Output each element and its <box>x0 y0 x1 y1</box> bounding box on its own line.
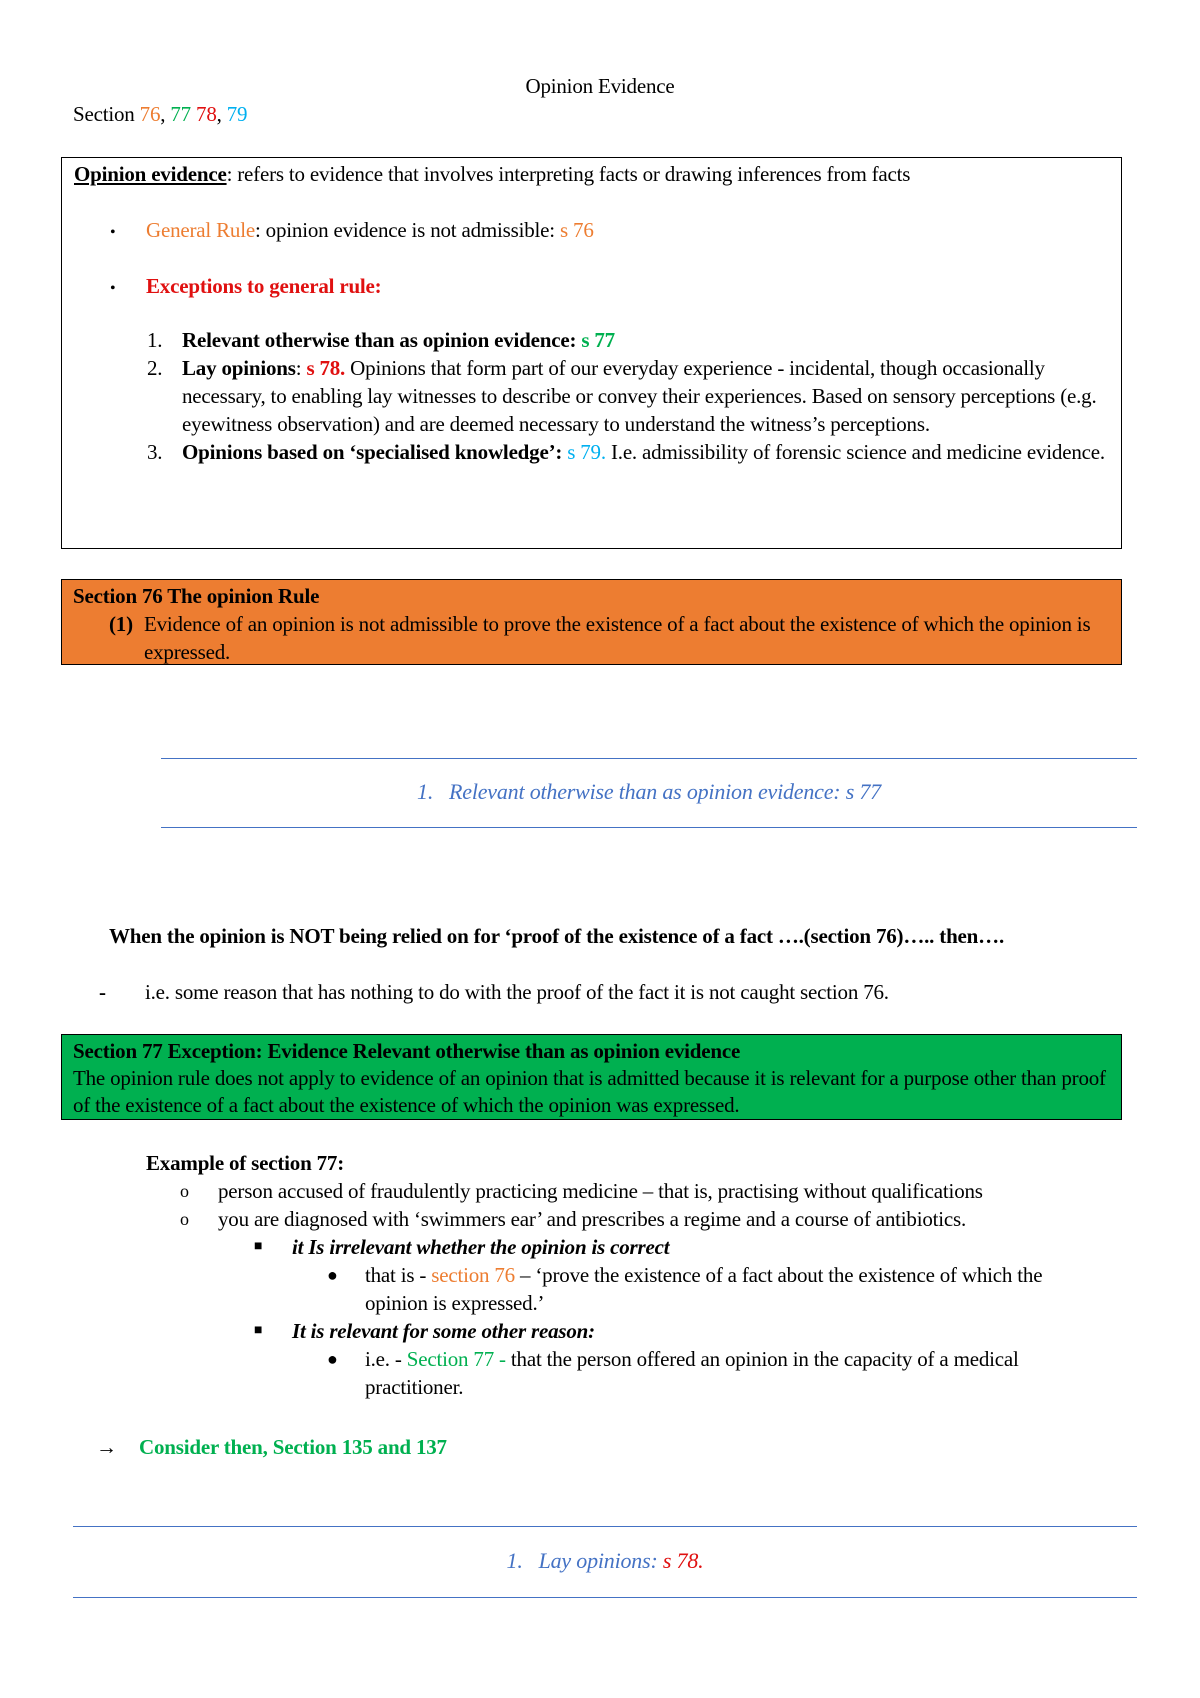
section-77-content <box>73 1038 1113 1119</box>
general-rule-label: General Rule <box>146 218 255 242</box>
section-79-ref: 79 <box>226 102 248 126</box>
exception-text: Opinions that form part of our everyday experience - incidental, though occasionally necessary, to enabling lay witnesses to describe or convey their experiences. Based on sensory perceptions (e.g. eyewitness observation) and are deemed necessary to understand the witness’s perceptions. <box>182 356 1097 436</box>
general-rule-text: : opinion evidence is not admissible: <box>254 218 560 242</box>
general-rule-ref: s 76 <box>560 218 594 242</box>
sections-separator: , <box>216 102 227 126</box>
example-detail <box>327 1261 1107 1317</box>
detail-prefix: i.e. - <box>365 1347 407 1371</box>
definition-line <box>74 161 1114 187</box>
detail-ref: Section 77 - <box>406 1347 506 1371</box>
arrow-icon: → <box>96 1435 117 1459</box>
sections-line <box>73 102 247 127</box>
exception-separator: : <box>295 356 307 380</box>
bullet-icon: • <box>110 224 116 241</box>
heading-relevant-otherwise <box>161 779 1137 805</box>
exception-ref: s 77 <box>581 328 615 352</box>
consider-text: Consider then, Section 135 and 137 <box>139 1435 447 1459</box>
exception-ref: s 79. <box>567 440 606 464</box>
heading-top-rule <box>73 1526 1137 1527</box>
detail-prefix: that is - <box>365 1263 432 1287</box>
section-77-text: The opinion rule does not apply to evidence of an opinion that is admitted because it is relevant for a purpose other than proof of the existence of a fact about the existence of which the opinion was expressed. <box>73 1066 1106 1117</box>
heading-bottom-rule <box>73 1597 1137 1598</box>
square-bullet-icon: ■ <box>254 1323 263 1338</box>
subpoint-label: it Is irrelevant whether the opinion is correct <box>292 1235 670 1259</box>
subsection-number: (1) <box>109 612 133 636</box>
example-item-text: you are diagnosed with ‘swimmers ear’ and prescribes a regime and a course of antibiotics. <box>218 1207 967 1231</box>
exceptions-list <box>147 326 1107 466</box>
section-78-ref: 78 <box>196 102 217 126</box>
heading-ref: s 78. <box>662 1548 704 1573</box>
section-77-heading: Section 77 Exception: Evidence Relevant otherwise than as opinion evidence <box>73 1039 741 1063</box>
heading-lay-opinions <box>73 1548 1137 1574</box>
when-paragraph: When the opinion is NOT being relied on for ‘proof of the existence of a fact ….(section 76)….. then…. <box>109 924 1005 948</box>
dot-bullet-icon: ● <box>327 1265 338 1285</box>
detail-text: that the person offered an opinion in the capacity of a medical practitioner. <box>365 1347 1019 1399</box>
example-item <box>180 1177 1130 1205</box>
section-77-ref: 77 <box>170 102 191 126</box>
exception-item <box>147 326 1107 354</box>
heading-text: Relevant otherwise than as opinion evidence: s 77 <box>449 779 881 804</box>
square-bullet-icon: ■ <box>254 1239 263 1254</box>
general-rule-bullet <box>110 217 594 246</box>
definition-term: Opinion evidence <box>74 162 227 186</box>
subpoint-label: It is relevant for some other reason: <box>292 1319 595 1343</box>
heading-number: 1. <box>506 1548 523 1573</box>
exception-item <box>147 438 1107 466</box>
heading-bottom-rule <box>161 827 1137 828</box>
dash-item <box>99 978 889 1006</box>
example-detail <box>327 1345 1107 1401</box>
sections-separator: , <box>160 102 171 126</box>
heading-top-rule <box>161 758 1137 759</box>
exception-number: 3. <box>147 440 163 464</box>
dash-text: i.e. some reason that has nothing to do with the proof of the fact it is not caught section 76. <box>145 980 889 1004</box>
exception-number: 1. <box>147 328 163 352</box>
section-76-subsection <box>109 610 1109 666</box>
example-heading: Example of section 77: <box>146 1151 344 1175</box>
subsection-text: Evidence of an opinion is not admissible to prove the existence of a fact about the existence of which the opinion is expressed. <box>144 612 1091 664</box>
exception-label: Opinions based on ‘specialised knowledge’: <box>182 440 568 464</box>
detail-text: – ‘prove the existence of a fact about the existence of which the opinion is expressed.’ <box>365 1263 1043 1315</box>
definition-box <box>61 157 1122 549</box>
exception-text: I.e. admissibility of forensic science and medicine evidence. <box>605 440 1105 464</box>
circle-bullet-icon: o <box>180 1181 189 1201</box>
consider-line <box>96 1433 447 1461</box>
exceptions-bullet <box>110 273 381 302</box>
circle-bullet-icon: o <box>180 1209 189 1229</box>
bullet-icon: • <box>110 280 116 297</box>
exception-number: 2. <box>147 356 163 380</box>
definition-colon: : <box>226 162 233 186</box>
sections-prefix: Section <box>73 102 140 126</box>
definition-text: refers to evidence that involves interpreting facts or drawing inferences from facts <box>232 162 911 186</box>
example-subpoint <box>254 1317 1104 1345</box>
section-76-heading: Section 76 The opinion Rule <box>73 584 320 608</box>
exception-ref: s 78. <box>306 356 346 380</box>
section-76-ref: 76 <box>139 102 161 126</box>
dash-mark: - <box>99 980 106 1004</box>
example-item <box>180 1205 1130 1233</box>
document-title: Opinion Evidence <box>525 74 675 98</box>
dot-bullet-icon: ● <box>327 1349 338 1369</box>
detail-ref: section 76 <box>431 1263 515 1287</box>
heading-text: Lay opinions: <box>538 1548 663 1573</box>
heading-number: 1. <box>417 779 434 804</box>
exceptions-label: Exceptions to general rule: <box>146 274 382 298</box>
exception-label: Relevant otherwise than as opinion evidence: <box>182 328 582 352</box>
example-subpoint <box>254 1233 1104 1261</box>
exception-item <box>147 354 1107 438</box>
section-77-box <box>61 1034 1122 1120</box>
example-item-text: person accused of fraudulently practicing medicine – that is, practising without qualifications <box>218 1179 983 1203</box>
exception-label: Lay opinions <box>182 356 296 380</box>
section-76-box <box>61 579 1122 665</box>
